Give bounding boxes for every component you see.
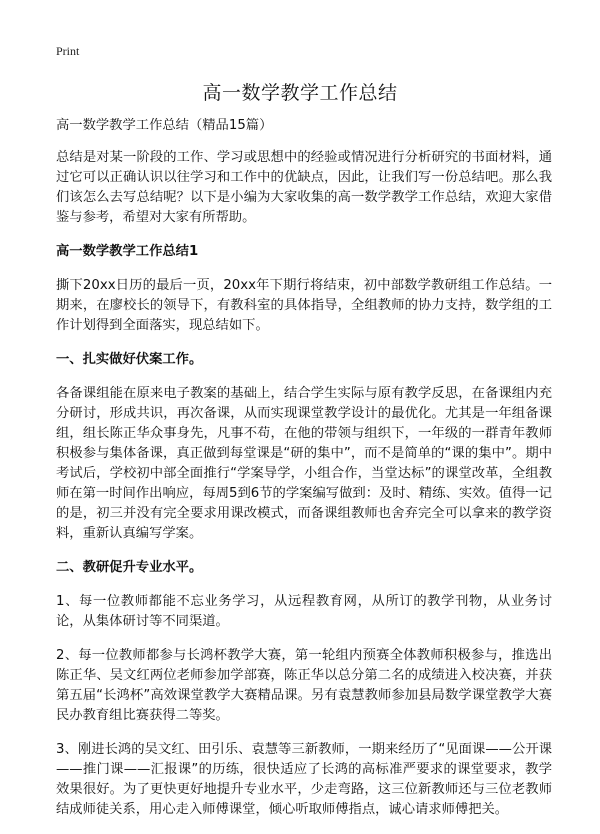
research-paragraph-2: 2、每一位教师都参与长鸿杯教学大赛，第一轮组内预赛全体教师积极参与，推选出陈正华、吴文红两位老师参加学部赛，陈正华以总分第二名的成绩进入校决赛，并获第五届“长鸿杯”高效课堂教学大赛精品课。另有袁慧教师参加县局数学课堂教学大赛民办教育组比赛获得二等奖。 [56, 648, 552, 723]
heading-preparation: 一、扎实做好伏案工作。 [56, 352, 203, 367]
research-paragraph-3: 3、刚进长鸿的吴文红、田引乐、袁慧等三新教师，一期来经历了“见面课——公开课——推门课——汇报课”的历练，很快适应了长鸿的高标准严要求的课堂要求，教学效果很好。为了更快更好地提升专业水平，少走弯路，这三位新教师还与三位老教师结成师徒关系，用心走入师傅课堂，倾心听取师傅指点，诚心请求师傅把关。 [56, 742, 552, 817]
heading-research: 二、教研促升专业水平。 [56, 560, 203, 575]
document-subtitle: 高一数学教学工作总结（精品15篇） [56, 118, 273, 133]
section-title: 高一数学教学工作总结1 [56, 244, 199, 259]
preparation-paragraph: 各备课组能在原来电子教案的基础上，结合学生实际与原有教学反思，在备课组内充分研讨，形成共识，再次备课，从而实现课堂教学设计的最优化。尤其是一年组备课组，组长陈正华众事身先，凡事不苟，在他的带领与组织下，一年级的一群青年教师积极参与集体备课，真正做到每堂课是“研的集中”，而不是简单的“课的集中”。期中考试后，学校初中部全面推行“学案导学，小组合作，当堂达标”的课堂改革，全组教师在第一时间作出响应，每周5到6节的学案编写做到：及时、精练、实效。值得一记的是，初三并没有完全要求用课改模式，而备课组教师也舍弃完全可以拿来的教学资料，重新认真编写学案。 [56, 386, 552, 541]
document-body [56, 116, 552, 834]
research-paragraph-1: 1、每一位教师都能不忘业务学习，从远程教育网，从所订的教学刊物，从业务讨论，从集体研讨等不同渠道。 [56, 594, 552, 629]
print-link[interactable]: Print [56, 44, 80, 58]
intro-paragraph: 总结是对某一阶段的工作、学习或思想中的经验或情况进行分析研究的书面材料，通过它可以正确认识以往学习和工作中的优缺点，因此，让我们写一份总结吧。那么我们该怎么去写总结呢？以下是小编为大家收集的高一数学教学工作总结，欢迎大家借鉴与参考，希望对大家有所帮助。 [56, 150, 552, 225]
section-intro-paragraph: 撕下20xx日历的最后一页，20xx年下期行将结束，初中部数学教研组工作总结。一期来，在廖校长的领导下，有教科室的具体指导，全组教师的协力支持，数学组的工作计划得到全面落实，现总结如下。 [56, 278, 552, 333]
page-title: 高一数学教学工作总结 [202, 82, 398, 104]
